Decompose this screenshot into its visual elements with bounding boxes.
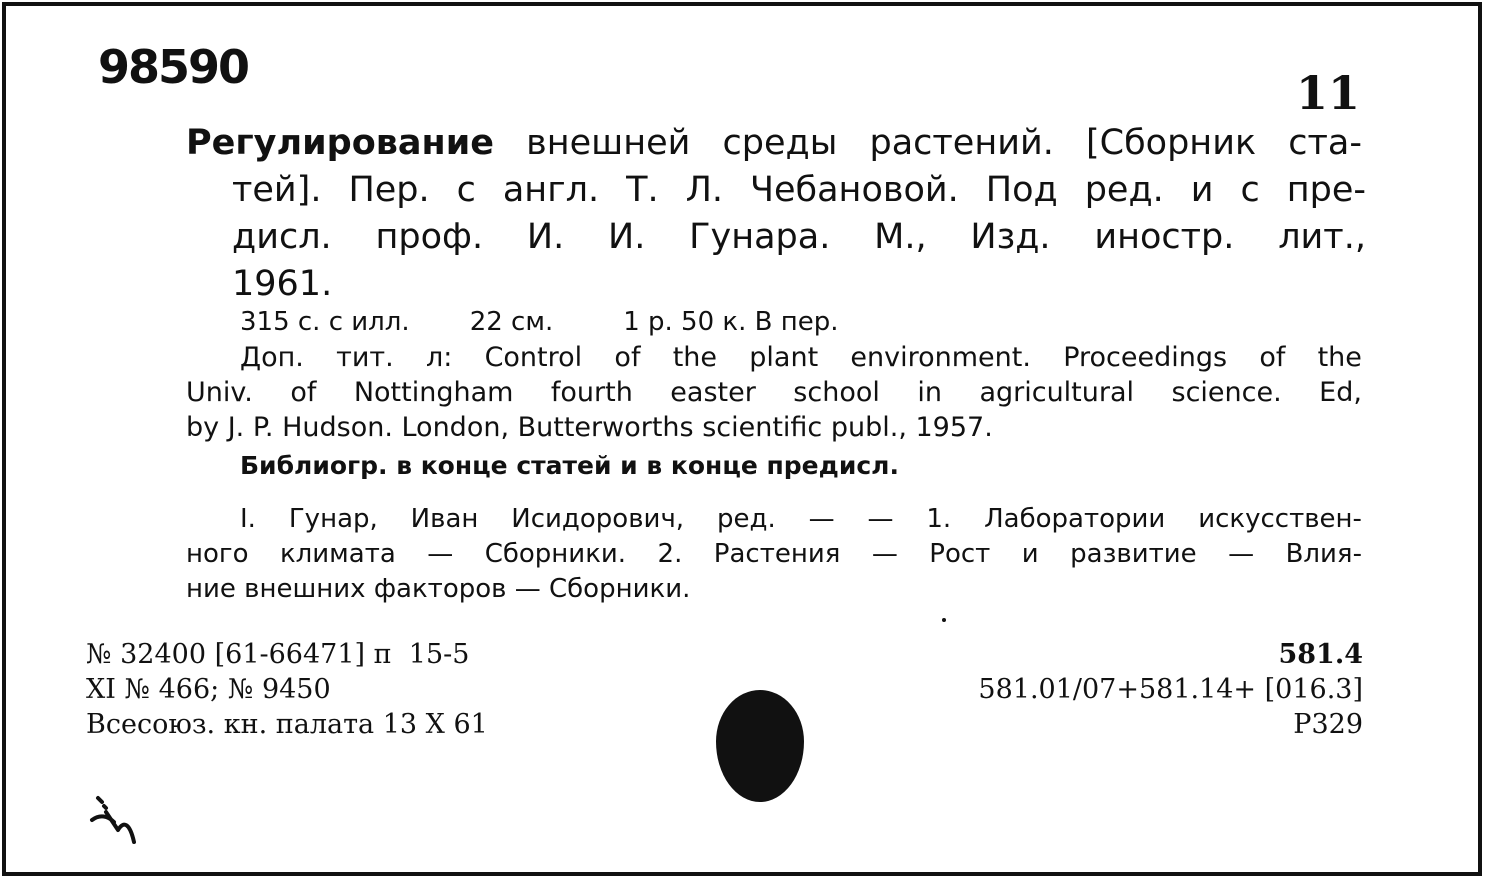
title-word: англ. [502,170,600,210]
handwritten-accession-number: 98590 [98,40,249,94]
physical-description [186,305,1366,340]
title-word: дисл. [232,217,332,257]
tracing-word: 1. [926,504,952,534]
title-word: И. [608,217,646,257]
tracing-line-3: ние внешних факторов — Сборники. [186,574,691,604]
tracing-word: Лаборатории [984,504,1166,534]
classification-line-3: Р329 [1293,709,1363,740]
tracing-word: I. [240,504,256,534]
title-word: внешней [526,123,691,163]
title-word: Под [985,170,1058,210]
bibliography-note-text: Библиогр. в конце статей и в конце предисл. [240,451,899,480]
title-word: с [1240,170,1260,210]
tracing-word: 2. [657,539,683,569]
registry-block [86,637,488,742]
bibliography-note [186,448,1366,483]
title-word: ста- [1288,123,1362,163]
registry-line-2: XI № 466; № 9450 [86,674,331,705]
title-word: тей]. [232,170,322,210]
added-title-line-3: by J. P. Hudson. London, Butterworths scientific publ., 1957. [186,412,993,443]
title-entry [186,120,1366,308]
tracing-word: и [1021,539,1039,569]
title-heading-word: Регулирование [186,123,494,163]
tracing-word: ред. [716,504,776,534]
title-word: Пер. [348,170,430,210]
note-word: Proceedings [1063,342,1228,373]
note-word: л: [425,342,453,373]
note-word: the [1317,342,1362,373]
note-word: agricultural [979,377,1135,408]
tracing-word: ного [186,539,249,569]
tracing-word: Растения [713,539,841,569]
dimensions: 22 см. [469,307,554,337]
note-word: of [1259,342,1286,373]
tracing-word: — [427,539,454,569]
title-word: ред. [1084,170,1164,210]
title-word: проф. [375,217,484,257]
title-word: Т. [626,170,659,210]
title-word: с [456,170,476,210]
note-word: environment. [850,342,1031,373]
title-line-4: 1961. [232,264,333,304]
physical-description-line [186,305,1366,340]
tracing-word: — [871,539,898,569]
tracing-word: — [867,504,894,534]
tracing-word: развитие [1070,539,1197,569]
title-word: иностр. [1094,217,1235,257]
title-word: Изд. [970,217,1051,257]
classification-line-2: 581.01/07+581.14+ [016.3] [978,674,1363,705]
title-word: Чебановой. [750,170,959,210]
tracing-word: климата [279,539,396,569]
note-word: of [290,377,317,408]
note-word: science. [1171,377,1282,408]
note-word: of [614,342,641,373]
note-word: тит. [336,342,394,373]
tracing-line-2 [186,537,1362,572]
price: 1 р. 50 к. В пер. [623,307,839,337]
title-line-2 [186,167,1366,214]
note-word: Nottingham [353,377,514,408]
note-word: Ed, [1319,377,1362,408]
registry-line-1: № 32400 [61-66471] п 15-5 [86,639,470,670]
title-word: Л. [685,170,724,210]
pagination: 315 с. с илл. [240,307,410,337]
tracing-word: Гунар, [288,504,378,534]
title-line-3 [186,214,1366,261]
note-word: Univ. [186,377,253,408]
title-word: М., [874,217,927,257]
note-word: fourth [550,377,633,408]
tracing-word: — [1228,539,1255,569]
title-word: лит., [1278,217,1366,257]
added-title-line-1 [186,340,1362,375]
tracing-word: Рост [929,539,991,569]
handwritten-mark-icon [84,790,154,850]
tracing-word: Сборники. [484,539,627,569]
tracing-word: Исидорович, [511,504,685,534]
registry-line-3: Всесоюз. кн. палата 13 X 61 [86,709,488,740]
card-number: 11 [1295,66,1360,120]
note-word: in [917,377,942,408]
tracing-word: Иван [410,504,479,534]
title-word: [Сборник [1086,123,1257,163]
title-word: среды [722,123,838,163]
tracing-word: Влия- [1285,539,1362,569]
note-word: school [793,377,880,408]
subject-tracings [186,502,1366,607]
title-word: И. [526,217,565,257]
title-word: пре- [1286,170,1366,210]
note-word: plant [749,342,819,373]
title-word: и [1190,170,1214,210]
tracing-word: — [808,504,835,534]
note-word: Доп. [240,342,304,373]
title-line-1 [186,120,1362,167]
ink-dot [942,618,946,622]
classification-line-1: 581.4 [1278,639,1363,670]
added-title-note [186,340,1366,445]
note-word: Control [484,342,583,373]
title-word: растений. [869,123,1054,163]
tracing-word: искусствен- [1198,504,1362,534]
note-word: easter [670,377,756,408]
note-word: the [672,342,718,373]
classification-block [978,637,1363,742]
tracing-line-1 [186,502,1362,537]
added-title-line-2 [186,375,1362,410]
title-word: Гунара. [689,217,831,257]
